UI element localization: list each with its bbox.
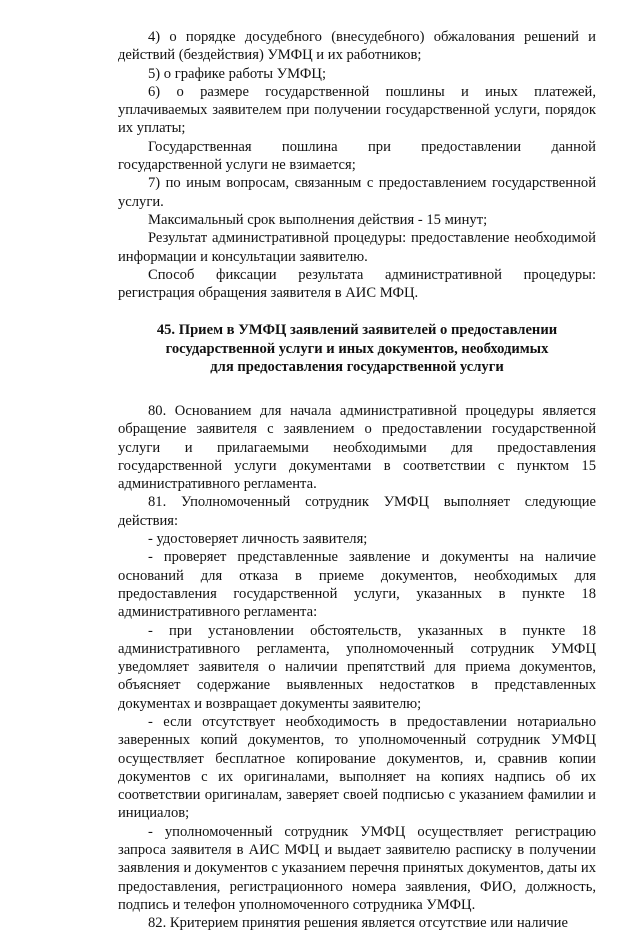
action-item: - при установлении обстоятельств, указанных в пункте 18 административного регламента, уполномоченный сотрудник УМФЦ уведомляет заявителя о наличии препятствий для приема документов, объясняет содержание выявленных недостатков в представленных документах и возвращает документы заявителю; [118, 622, 596, 712]
section-heading [118, 321, 596, 377]
action-item: - если отсутствует необходимость в предоставлении нотариально заверенных копий документов, то уполномоченный сотрудник УМФЦ осуществляет бесплатное копирование документов, и, сравнив копии документов с их оригиналами, выполняет на копиях надпись об их соответствии оригиналам, заверяет своей подписью с указанием фамилии и инициалов; [118, 714, 596, 822]
paragraph-82: 82. Критерием принятия решения является отсутствие или наличие [148, 915, 568, 932]
list-item: Максимальный срок выполнения действия - 15 минут; [148, 211, 488, 228]
list-item: 5) о графике работы УМФЦ; [148, 65, 327, 82]
paragraph-81: 81. Уполномоченный сотрудник УМФЦ выполняет следующие действия: [118, 494, 596, 529]
paragraph-80: 80. Основанием для начала административной процедуры является обращение заявителя с заявлением о предоставлении государственной услуги и прилагаемыми необходимыми для предоставления государственной услуги документами в соответствии с пунктом 15 административного регламента. [118, 402, 596, 493]
heading-line: для предоставления государственной услуги [210, 359, 504, 376]
list-item: 6) о размере государственной пошлины и иных платежей, уплачиваемых заявителем при получении государственной услуги, порядок их уплаты; [118, 83, 596, 137]
list-item: Результат административной процедуры: предоставление необходимой информации и консультации заявителю. [118, 230, 596, 265]
heading-line: государственной услуги и иных документов, необходимых [165, 340, 549, 357]
list-item: Государственная пошлина при предоставлении данной государственной услуги не взимается; [118, 138, 596, 174]
list-item: 4) о порядке досудебного (внесудебного) обжалования решений и действий (бездействия) УМФЦ и их работников; [118, 29, 596, 64]
action-item: - проверяет представленные заявление и документы на наличие оснований для отказа в приеме документов, необходимых для предоставления государственной услуги, указанных в пункте 18 административного регламента: [118, 549, 596, 621]
action-item: - удостоверяет личность заявителя; [148, 531, 368, 548]
list-item: 7) по иным вопросам, связанным с предоставлением государственной услуги. [118, 175, 596, 210]
heading-line: 45. Прием в УМФЦ заявлений заявителей о предоставлении [156, 322, 558, 339]
action-item: - уполномоченный сотрудник УМФЦ осуществляет регистрацию запроса заявителя в АИС МФЦ и выдает заявителю расписку в получении заявления и документов с указанием перечня принятых документов, даты их предоставления, регистрационного номера заявления, ФИО, должность, подпись и телефон уполномоченного сотрудника УМФЦ. [118, 823, 596, 913]
list-item: Способ фиксации результата административной процедуры: регистрация обращения заявителя в АИС МФЦ. [118, 266, 596, 302]
